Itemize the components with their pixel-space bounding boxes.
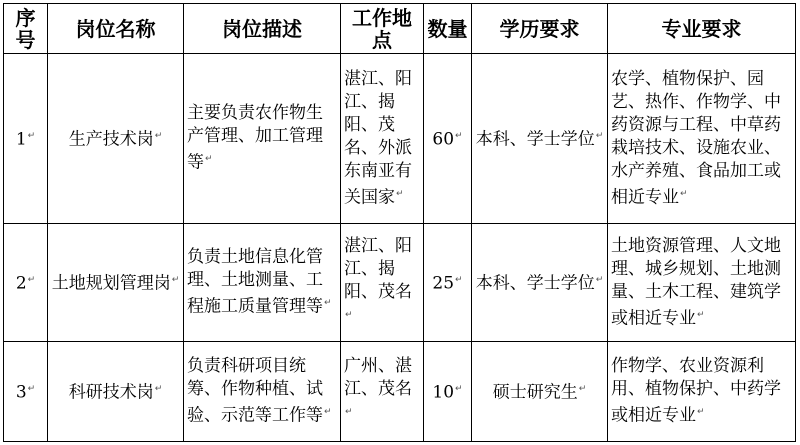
cell-position: 土地规划管理岗↵ <box>48 224 184 342</box>
paragraph-mark-icon: ↵ <box>345 309 353 320</box>
paragraph-mark-icon: ↵ <box>324 298 332 309</box>
header-no: 序号 <box>4 4 48 54</box>
paragraph-mark-icon: ↵ <box>455 384 463 395</box>
paragraph-mark-icon: ↵ <box>396 188 404 199</box>
cell-education: 本科、学士学位↵ <box>472 54 608 224</box>
cell-quantity: 60↵ <box>424 54 472 224</box>
table-row <box>4 54 796 224</box>
paragraph-mark-icon: ↵ <box>154 131 163 142</box>
header-quantity: 数量 <box>424 4 472 54</box>
paragraph-mark-icon: ↵ <box>205 154 213 165</box>
cell-position: 科研技术岗↵ <box>48 342 184 442</box>
paragraph-mark-icon: ↵ <box>595 131 604 142</box>
job-table <box>3 3 796 442</box>
paragraph-mark-icon: ↵ <box>455 131 463 142</box>
header-education: 学历要求 <box>472 4 608 54</box>
cell-quantity: 10↵ <box>424 342 472 442</box>
header-major: 专业要求 <box>608 4 796 54</box>
paragraph-mark-icon: ↵ <box>345 407 353 418</box>
cell-no: 3↵ <box>4 342 48 442</box>
paragraph-mark-icon: ↵ <box>455 275 463 286</box>
paragraph-mark-icon: ↵ <box>578 384 587 395</box>
cell-location: 湛江、阳江、揭阳、茂名、外派东南亚有关国家↵ <box>341 54 424 224</box>
header-position: 岗位名称 <box>48 4 184 54</box>
header-description: 岗位描述 <box>184 4 341 54</box>
paragraph-mark-icon: ↵ <box>697 407 705 418</box>
cell-quantity: 25↵ <box>424 224 472 342</box>
paragraph-mark-icon: ↵ <box>697 309 705 320</box>
cell-no: 2↵ <box>4 224 48 342</box>
cell-education: 硕士研究生↵ <box>472 342 608 442</box>
paragraph-mark-icon: ↵ <box>27 384 36 395</box>
cell-major: 作物学、农业资源利用、植物保护、中药学或相近专业↵ <box>608 342 796 442</box>
header-location: 工作地点 <box>341 4 424 54</box>
cell-location: 广州、湛江、茂名↵ <box>341 342 424 442</box>
paragraph-mark-icon: ↵ <box>154 384 163 395</box>
header-row <box>4 4 796 54</box>
paragraph-mark-icon: ↵ <box>595 275 604 286</box>
cell-location: 湛江、阳江、揭阳、茂名↵ <box>341 224 424 342</box>
paragraph-mark-icon: ↵ <box>27 131 36 142</box>
cell-major: 农学、植物保护、园艺、热作、作物学、中药资源与工程、中草药栽培技术、设施农业、水产养殖、食品加工或相近专业↵ <box>608 54 796 224</box>
table-row <box>4 224 796 342</box>
paragraph-mark-icon: ↵ <box>27 275 36 286</box>
cell-position: 生产技术岗↵ <box>48 54 184 224</box>
cell-no: 1↵ <box>4 54 48 224</box>
paragraph-mark-icon: ↵ <box>171 275 180 286</box>
table-row <box>4 342 796 442</box>
cell-description: 负责科研项目统筹、作物种植、试验、示范等工作等↵ <box>184 342 341 442</box>
cell-major: 土地资源管理、人文地理、城乡规划、土地测量、土木工程、建筑学或相近专业↵ <box>608 224 796 342</box>
paragraph-mark-icon: ↵ <box>680 188 688 199</box>
cell-description: 负责土地信息化管理、土地测量、工程施工质量管理等↵ <box>184 224 341 342</box>
cell-description: 主要负责农作物生产管理、加工管理等↵ <box>184 54 341 224</box>
cell-education: 本科、学士学位↵ <box>472 224 608 342</box>
paragraph-mark-icon: ↵ <box>324 407 332 418</box>
